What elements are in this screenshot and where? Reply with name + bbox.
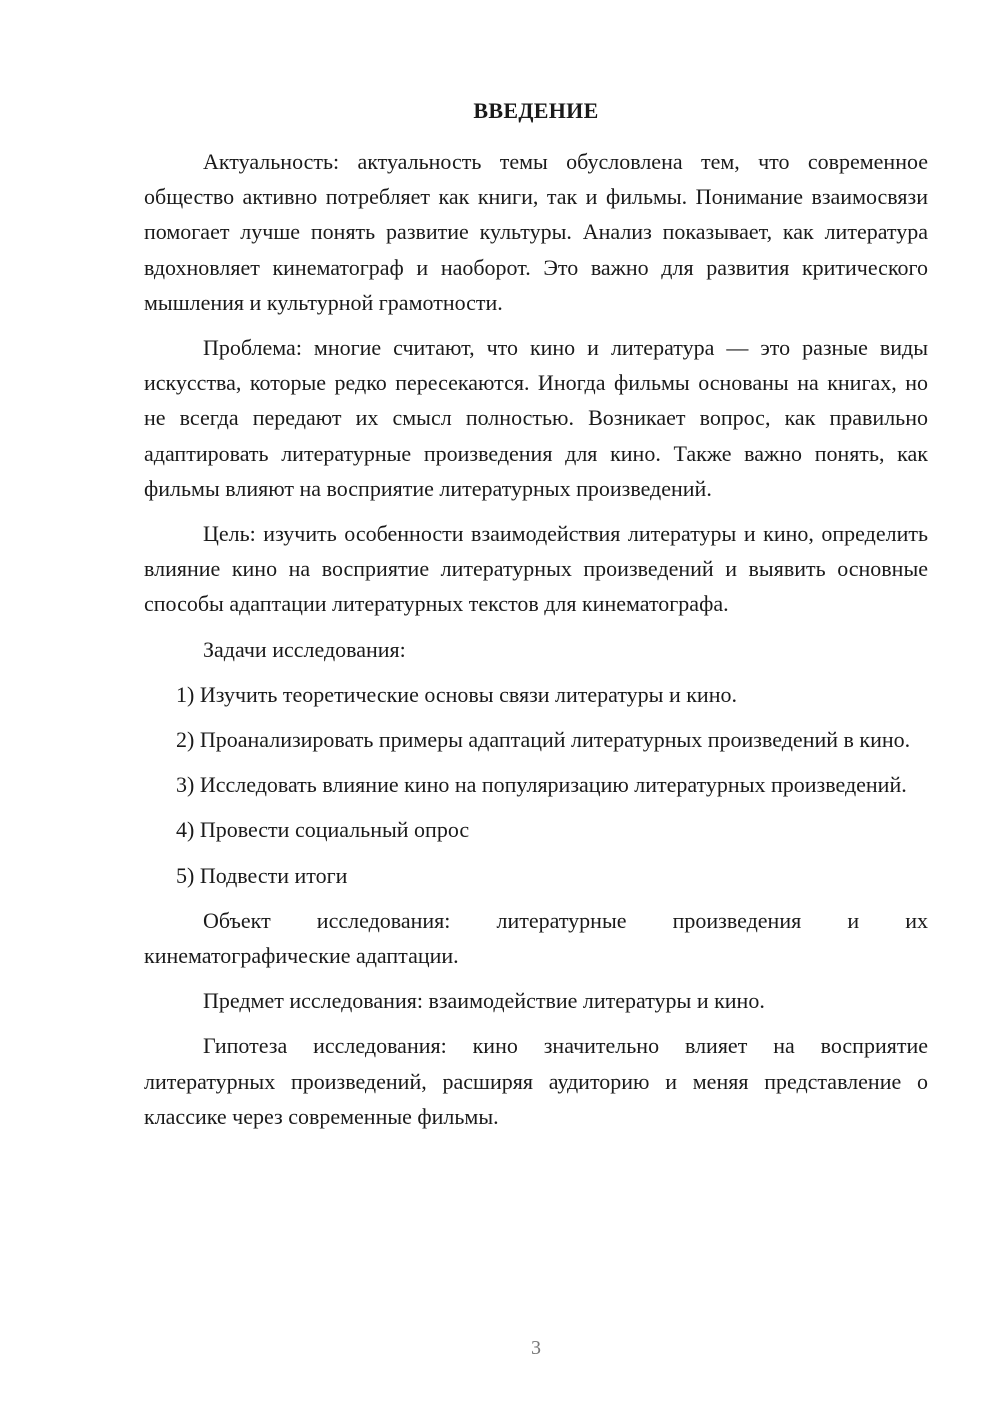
- task-item-4: 4) Провести социальный опрос: [176, 817, 470, 843]
- paragraph-subject: Предмет исследования: взаимодействие литературы и кино.: [203, 988, 765, 1014]
- task-item-2: 2) Проанализировать примеры адаптаций литературных произведений в кино.: [176, 727, 911, 753]
- paragraph-object: Объект исследования: литературные произведения и их кинематографические адаптации.: [144, 907, 928, 969]
- task-item-1: 1) Изучить теоретические основы связи литературы и кино.: [176, 681, 737, 707]
- paragraph-goal: Цель: изучить особенности взаимодействия литературы и кино, определить влияние кино на восприятие литературных произведений и выявить основные способы адаптации литературных текстов для кинематографа.: [144, 521, 928, 617]
- document-page: [144, 0, 928, 1414]
- paragraph-problem: Проблема: многие считают, что кино и литература — это разные виды искусства, которые редко пересекаются. Иногда фильмы основаны на книгах, но не всегда передают их смысл полностью. Возникает вопрос, как правильно адаптировать литературные произведения для кино. Также важно понять, как фильмы влияют на восприятие литературных произведений.: [144, 335, 928, 501]
- page-number: 3: [531, 1337, 541, 1359]
- paragraph-hypothesis: Гипотеза исследования: кино значительно влияет на восприятие литературных произведений, расширяя аудиторию и меняя представление о классике через современные фильмы.: [144, 1033, 928, 1129]
- section-heading: ВВЕДЕНИЕ: [473, 98, 599, 123]
- document-body: [144, 144, 928, 1144]
- paragraph-tasks-heading: Задачи исследования:: [203, 636, 406, 662]
- task-item-3: 3) Исследовать влияние кино на популяризацию литературных произведений.: [176, 772, 907, 798]
- paragraph-relevance: Актуальность: актуальность темы обусловлена тем, что современное общество активно потребляет как книги, так и фильмы. Понимание взаимосвязи помогает лучше понять развитие культуры. Анализ показывает, как литература вдохновляет кинематограф и наоборот. Это важно для развития критического мышления и культурной грамотности.: [144, 149, 928, 315]
- task-item-5: 5) Подвести итоги: [176, 862, 348, 888]
